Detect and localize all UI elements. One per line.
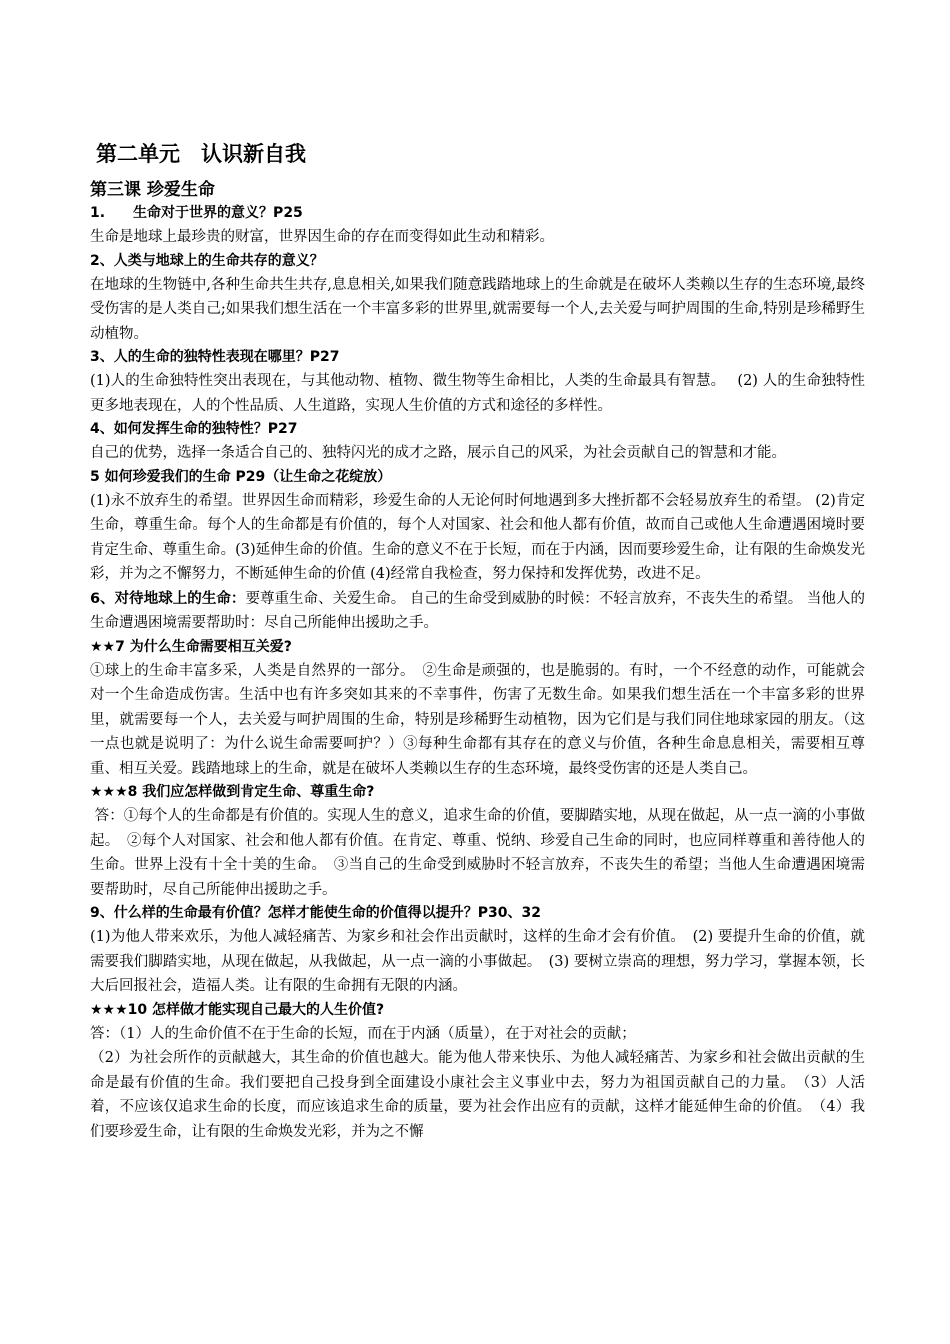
question-1: 1. 生命对于世界的意义？P25 bbox=[90, 205, 303, 221]
answer-7: ①球上的生命丰富多采，人类是自然界的一部分。 ②生命是顽强的，也是脆弱的。有时，一个不经意的动作，可能就会对一个生命造成伤害。生活中也有许多突如其来的不幸事件，伤害了无数生命。如果我们想生活在一个丰富多彩的世界里，就需要每一个人，去关爱与呵护周围的生命，特别是珍稀野生动植物，因为它们是与我们同住地球家园的朋友。（这一点也就是说明了：为什么说生命需要呵护？）③每种生命都有其存在的意义与价值，各种生命息息相关，需要相互尊重、相互关爱。践踏地球上的生命，就是在破坏人类赖以生存的生态环境，最终受伤害的还是人类自己。 bbox=[90, 662, 865, 777]
answer-4: 自己的优势，选择一条适合自己的、独特闪光的成才之路，展示自己的风采，为社会贡献自己的智慧和才能。 bbox=[90, 445, 786, 461]
question-5: 5 如何珍爱我们的生命 P29（让生命之花绽放） bbox=[90, 468, 392, 485]
answer-3: (1)人的生命独特性突出表现在，与其他动物、植物、微生物等生命相比，人类的生命最具有智慧。 (2) 人的生命独特性更多地表现在，人的个性品质、人生道路，实现人生价值的方式和途径的多样性。 bbox=[90, 373, 865, 414]
question-2: 2、人类与地球上的生命共存的意义？ bbox=[90, 252, 324, 269]
answer-5: (1)永不放弃生的希望。世界因生命而精彩，珍爱生命的人无论何时何地遇到多大挫折都不会轻易放弃生的希望。 (2)肯定生命，尊重生命。每个人的生命都是有价值的，每个人对国家、社会和他人都有价值，故而自己或他人生命遭遇困境时要肯定生命、尊重生命。(3)延伸生命的价值。生命的意义不在于长短，而在于内涵，因而要珍爱生命，让有限的生命焕发光彩，并为之不懈努力，不断延伸生命的价值 (4)经常自我检查，努力保持和发挥优势，改进不足。 bbox=[90, 492, 865, 582]
answer-1: 生命是地球上最珍贵的财富，世界因生命的存在而变得如此生动和精彩。 bbox=[90, 229, 554, 245]
lesson-title: 第三课 珍爱生命 bbox=[90, 180, 215, 200]
answer-10-part-1: 答：（1）人的生命价值不在于生命的长短，而在于内涵（质量），在于对社会的贡献； bbox=[90, 1025, 636, 1042]
question-7: ★★7 为什么生命需要相互关爱? bbox=[90, 638, 292, 655]
question-9: 9、什么样的生命最有价值？怎样才能使生命的价值得以提升？P30、32 bbox=[90, 905, 541, 921]
question-4: 4、如何发挥生命的独特性？P27 bbox=[90, 421, 298, 437]
content-body bbox=[90, 202, 865, 1144]
item-6-heading: 6、对待地球上的生命： bbox=[90, 590, 246, 607]
answer-2: 在地球的生物链中,各种生命共生共存,息息相关,如果我们随意践踏地球上的生命就是在破坏人类赖以生存的生态环境,最终受伤害的是人类自己;如果我们想生活在一个丰富多彩的世界里,就需要每一个人,去关爱与呵护周围的生命,特别是珍稀野生动植物。 bbox=[90, 276, 865, 342]
question-8: ★★★8 我们应怎样做到肯定生命、尊重生命? bbox=[90, 784, 375, 800]
item-6-text: 要尊重生命、关爱生命。 自己的生命受到威胁的时候：不轻言放弃，不丧失生的希望。 当他人的生命遭遇困境需要帮助时：尽自己所能伸出援助之手。 bbox=[90, 590, 865, 631]
unit-title: 第二单元 认识新自我 bbox=[96, 142, 306, 166]
answer-10-part-2: （2）为社会所作的贡献越大，其生命的价值也越大。能为他人带来快乐、为他人减轻痛苦、为家乡和社会做出贡献的生命是最有价值的生命。我们要把自己投身到全面建设小康社会主义事业中去，努力为祖国贡献自己的力量。 （3）人活着，不应该仅追求生命的长度，而应该追求生命的质量，要为社会作出应有的贡献，这样才能延伸生命的价值。 （4）我们要珍爱生命，让有限的生命焕发光彩，并为之不懈 bbox=[90, 1050, 865, 1140]
answer-9: (1)为他人带来欢乐，为他人减轻痛苦、为家乡和社会作出贡献时，这样的生命才会有价值。 (2) 要提升生命的价值，就需要我们脚踏实地，从现在做起，从我做起，从一点一滴的小事做起。 (3) 要树立崇高的理想，努力学习，掌握本领，长大后回报社会，造福人类。让有限的生命拥有无限的内涵。 bbox=[90, 929, 865, 994]
question-3: 3、人的生命的独特性表现在哪里？P27 bbox=[90, 349, 340, 365]
question-10: ★★★10 怎样做才能实现自己最大的人生价值? bbox=[90, 1001, 385, 1018]
answer-8: 答：①每个人的生命都是有价值的。实现人生的意义，追求生命的价值，要脚踏实地，从现在做起，从一点一滴的小事做起。 ②每个人对国家、社会和他人都有价值。在肯定、尊重、悦纳、珍爱自己生命的同时，也应同样尊重和善待他人的生命。世界上没有十全十美的生命。 ③当自己的生命受到威胁时不轻言放弃，不丧失生的希望；当他人生命遭遇困境需要帮助时，尽自己所能伸出援助之手。 bbox=[90, 808, 866, 898]
item-6 bbox=[90, 587, 865, 636]
